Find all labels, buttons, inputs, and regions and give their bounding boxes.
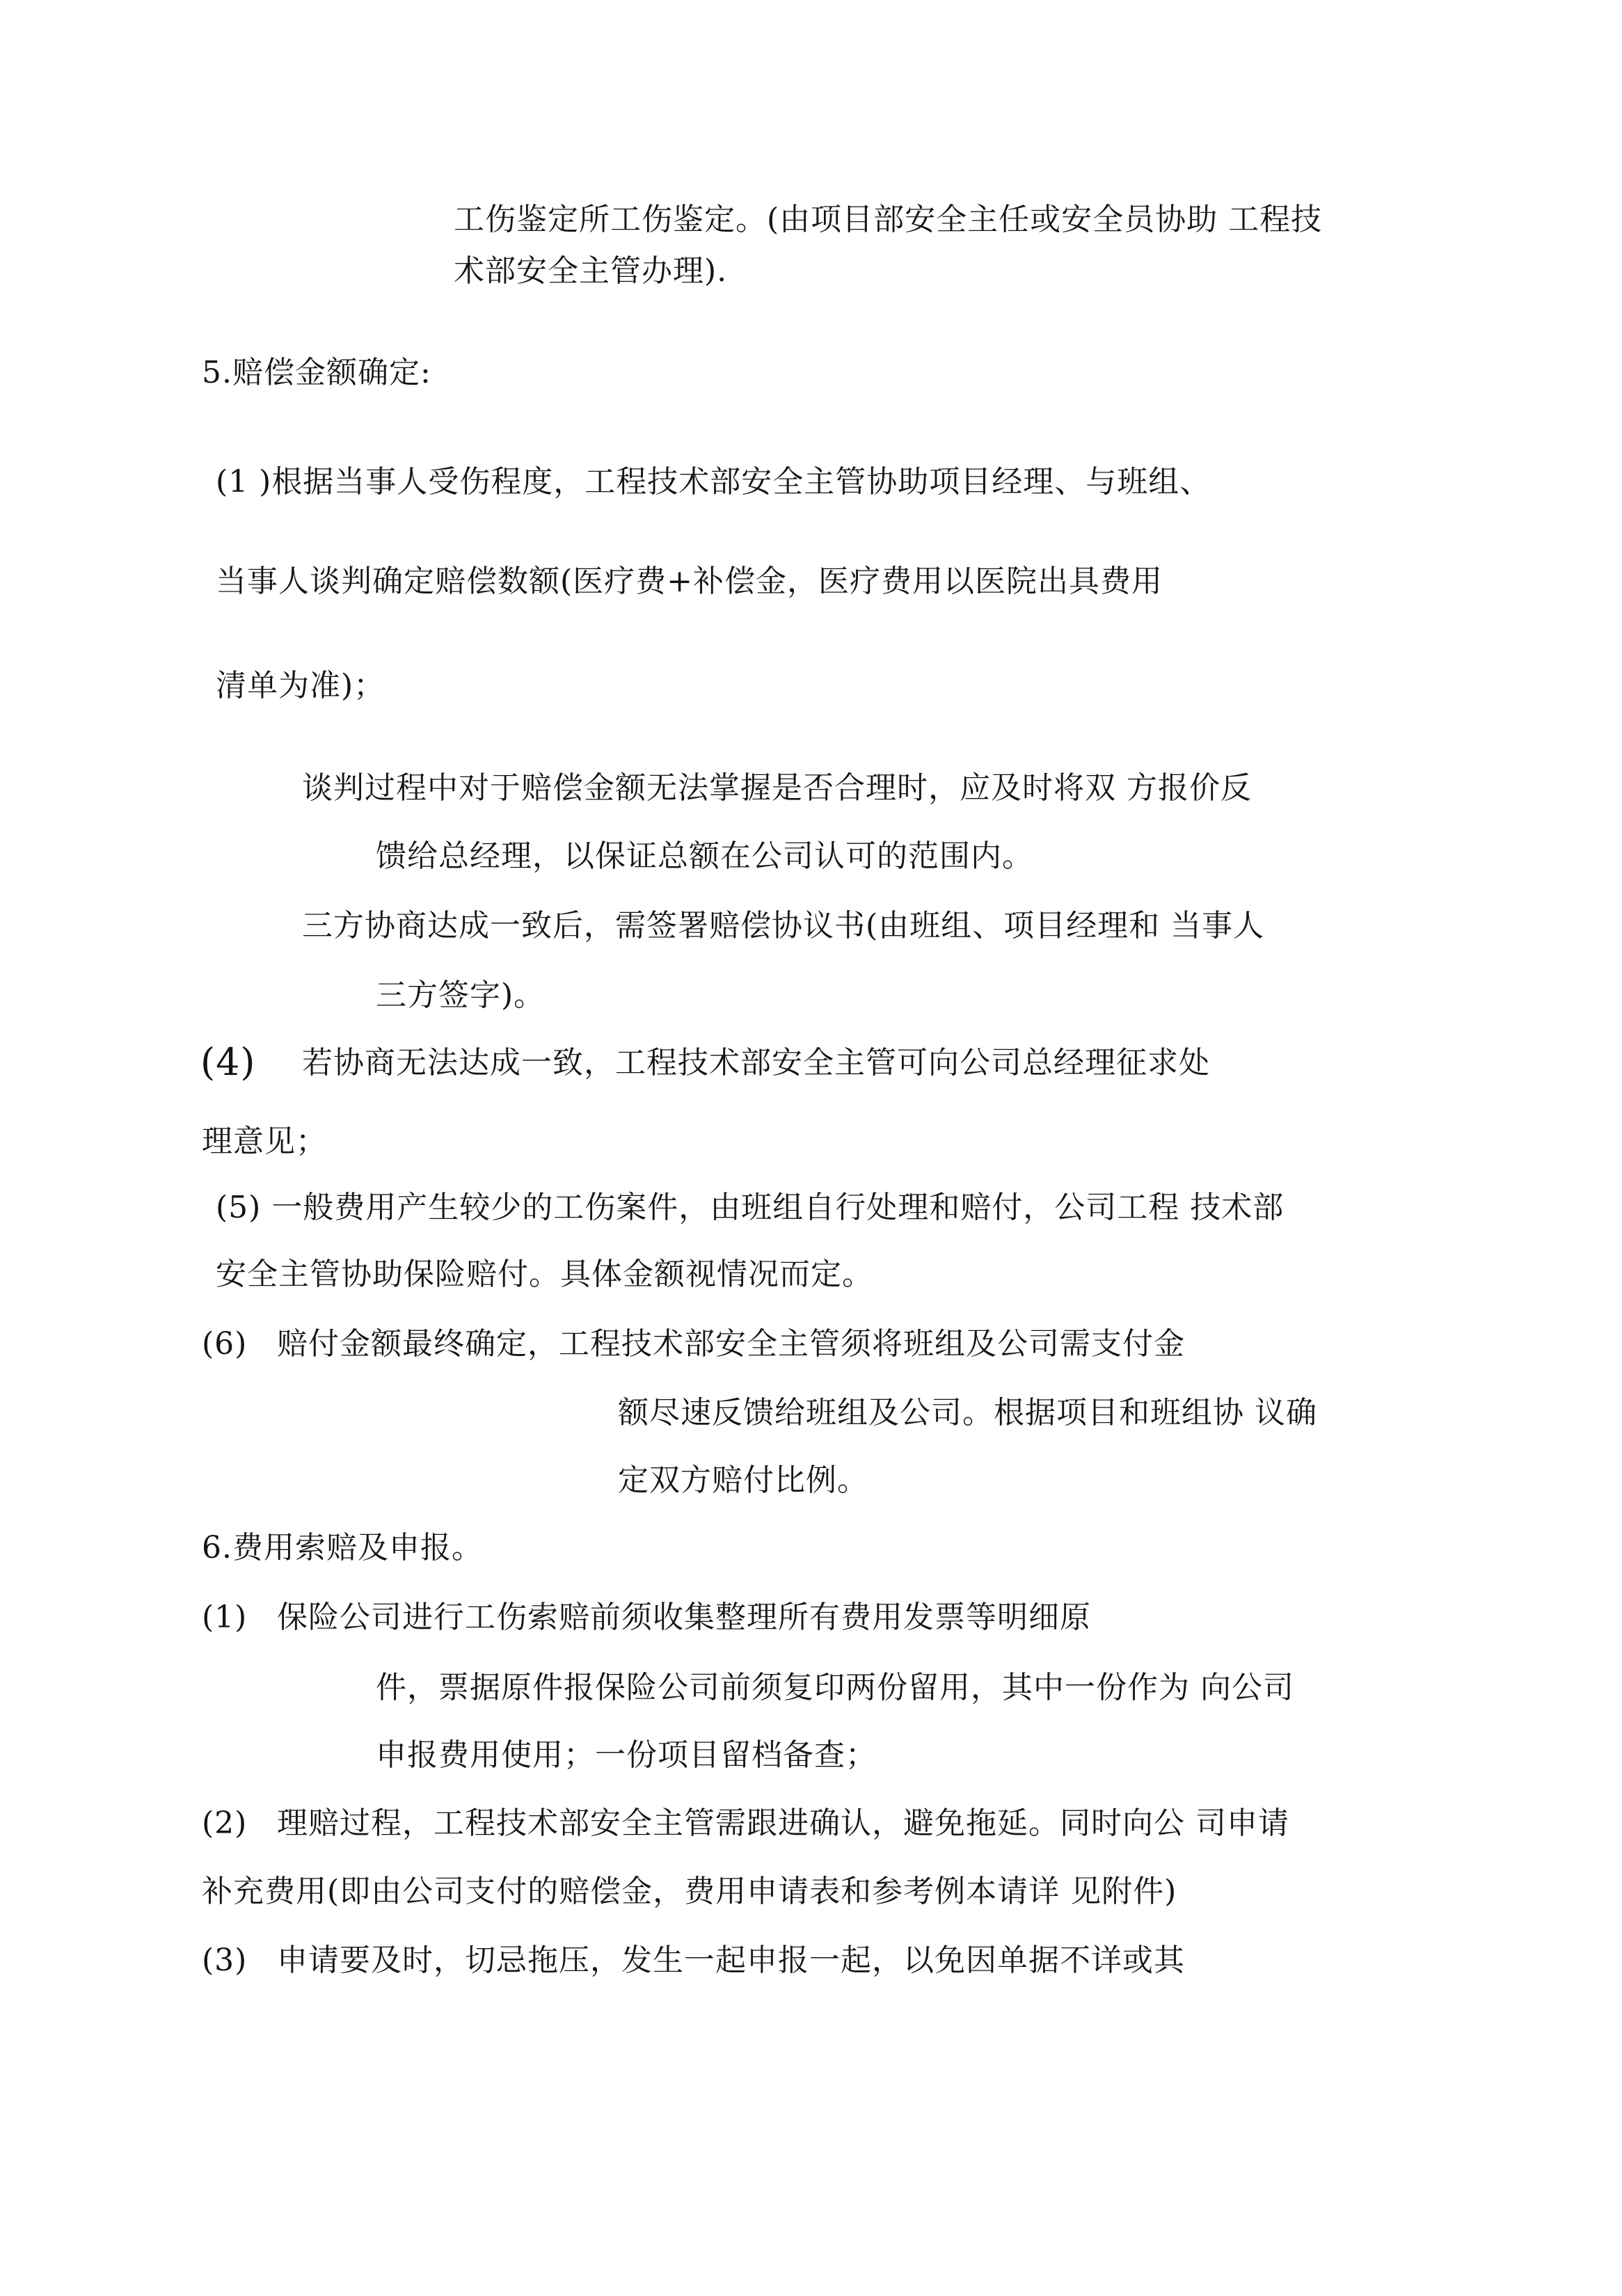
- text-line: 三方签字)。: [376, 978, 546, 1013]
- text-line: 补充费用(即由公司支付的赔偿金，费用申请表和参考例本请详 见附件): [202, 1874, 1177, 1909]
- section-heading: 5.赔偿金额确定:: [202, 355, 431, 390]
- text-line: 赔付金额最终确定，工程技术部安全主管须将班组及公司需支付金: [277, 1326, 1185, 1362]
- text-line: 清单为准)；: [216, 668, 385, 703]
- text-line: 三方协商达成一致后，需签署赔偿协议书(由班组、项目经理和 当事人: [302, 908, 1265, 943]
- text-line: 馈给总经理，以保证总额在公司认可的范围内。: [376, 838, 1033, 874]
- item-number: (3): [202, 1943, 248, 1978]
- item-number: (6): [202, 1326, 248, 1362]
- section-heading: 6.费用索赔及申报。: [202, 1530, 483, 1565]
- text-line: (5) 一般费用产生较少的工伤案件，由班组自行处理和赔付，公司工程 技术部: [216, 1190, 1285, 1225]
- text-line: 安全主管协助保险赔付。具体金额视情况而定。: [216, 1257, 873, 1292]
- text-line: 谈判过程中对于赔偿金额无法掌握是否合理时，应及时将双 方报价反: [302, 770, 1252, 806]
- text-line: 额尽速反馈给班组及公司。根据项目和班组协 议确: [618, 1395, 1317, 1430]
- item-number: (4): [200, 1040, 256, 1084]
- text-line: 当事人谈判确定赔偿数额(医疗费+补偿金，医疗费用以医院出具费用: [216, 564, 1163, 599]
- text-line: 申报费用使用；一份项目留档备查；: [376, 1737, 877, 1773]
- text-line: 理赔过程，工程技术部安全主管需跟进确认，避免拖延。同时向公 司申请: [277, 1805, 1289, 1841]
- text-line: (1 )根据当事人受伤程度，工程技术部安全主管协助项目经理、与班组、: [216, 464, 1211, 500]
- text-line: 若协商无法达成一致，工程技术部安全主管可向公司总经理征求处: [302, 1045, 1210, 1081]
- text-line: 工伤鉴定所工伤鉴定。(由项目部安全主任或安全员协助 工程技: [454, 202, 1323, 237]
- text-line: 申请要及时，切忌拖压，发生一起申报一起，以免因单据不详或其: [277, 1943, 1185, 1978]
- text-line: 件，票据原件报保险公司前须复印两份留用，其中一份作为 向公司: [376, 1670, 1294, 1705]
- item-number: (1): [202, 1600, 248, 1635]
- text-line: 理意见；: [202, 1124, 327, 1159]
- item-number: (2): [202, 1805, 248, 1841]
- text-line: 术部安全主管办理).: [454, 253, 728, 289]
- text-line: 定双方赔付比例。: [618, 1462, 868, 1498]
- text-line: 保险公司进行工伤索赔前须收集整理所有费用发票等明细原: [277, 1600, 1091, 1635]
